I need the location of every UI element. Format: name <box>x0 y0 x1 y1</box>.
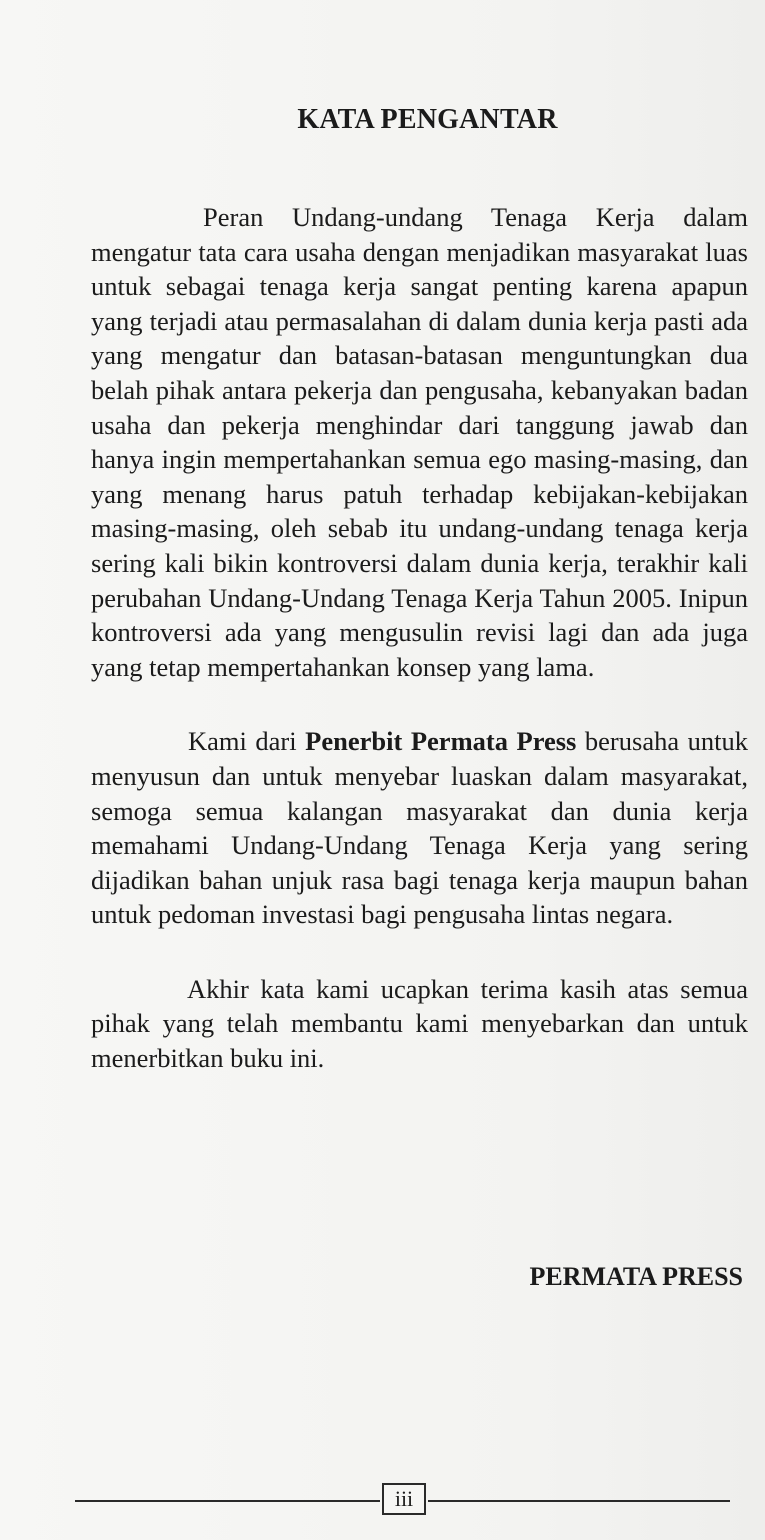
paragraph-2-intro: Kami dari <box>188 726 306 757</box>
preface-body <box>91 200 748 1116</box>
paragraph-1: Peran Undang-undang Tenaga Kerja dalam mengatur tata cara usaha dengan menjadikan masyarakat luas untuk sebagai tenaga kerja sangat penting karena apapun yang terjadi atau permasalahan di dalam dunia kerja pasti ada yang mengatur dan batasan-batasan menguntungkan dua belah pihak antara pekerja dan pengusaha, kebanyakan badan usaha dan pekerja menghindar dari tanggung jawab dan hanya ingin mempertahankan semua ego masing-masing, dan yang menang harus patuh terhadap kebijakan-kebijakan masing-masing, oleh sebab itu undang-undang tenaga kerja sering kali bikin kontroversi dalam dunia kerja, terakhir kali perubahan Undang-Undang Tenaga Kerja Tahun 2005. Inipun kontroversi ada yang mengusulin revisi lagi dan ada juga yang tetap mempertahankan konsep yang lama. <box>91 202 748 682</box>
paragraph-3: Akhir kata kami ucapkan terima kasih atas semua pihak yang telah membantu kami menyebarkan dan untuk menerbitkan buku ini. <box>91 973 748 1074</box>
footer-rule-left <box>75 1500 380 1502</box>
footer-rule-right <box>428 1500 730 1502</box>
paragraph-2-rest: berusaha untuk menyusun dan untuk menyebar luaskan dalam masyarakat, semoga semua kalangan masyarakat dan dunia kerja memahami Undang-Undang Tenaga Kerja yang sering dijadikan bahan unjuk rasa bagi tenaga kerja maupun bahan untuk pedoman investasi bagi pengusaha lintas negara. <box>91 726 748 930</box>
paragraph-2 <box>91 724 748 932</box>
page-footer <box>75 1480 730 1520</box>
page-title: KATA PENGANTAR <box>297 104 558 135</box>
publisher-name: Penerbit Permata Press <box>305 726 577 757</box>
signature: PERMATA PRESS <box>529 1262 743 1291</box>
page-number: iii <box>382 1483 426 1515</box>
